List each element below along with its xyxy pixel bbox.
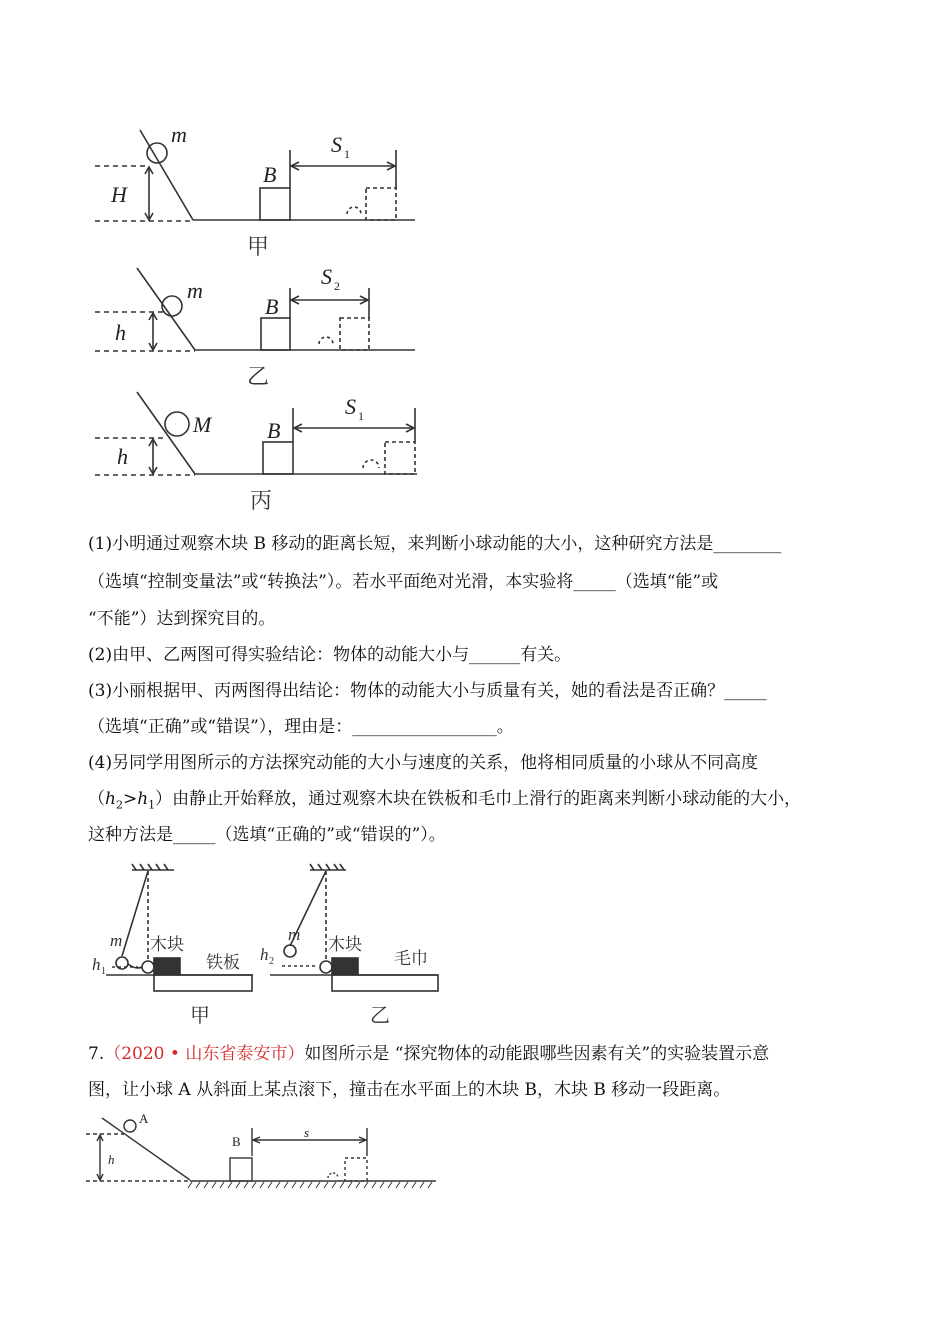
label-h: h bbox=[115, 320, 126, 345]
label-block-right: 木块 bbox=[328, 935, 362, 954]
label-h: h bbox=[108, 1152, 115, 1167]
block-b bbox=[263, 442, 293, 474]
caption-jia-2: 甲 bbox=[190, 1005, 210, 1027]
svg-text:1: 1 bbox=[101, 966, 106, 977]
label-m-right: m bbox=[288, 925, 301, 944]
figure-incline-three-panels bbox=[85, 118, 430, 518]
label-S1: S bbox=[331, 132, 342, 157]
q7-line1: 7.（2020 • 山东省泰安市）如图所示是 “探究物体的动能跟哪些因素有关”的实验装置示意 bbox=[88, 1044, 770, 1064]
label-s: s bbox=[304, 1125, 310, 1140]
label-block-left: 木块 bbox=[150, 935, 184, 954]
svg-text:2: 2 bbox=[269, 956, 274, 967]
panel-bing bbox=[95, 392, 417, 475]
q4-line1: (4)另同学用图所示的方法探究动能的大小与速度的关系，他将相同质量的小球从不同高度 bbox=[88, 753, 759, 773]
panel-jia bbox=[95, 130, 415, 221]
block-b bbox=[260, 188, 290, 220]
q2-line: (2)由甲、乙两图可得实验结论：物体的动能大小与______有关。 bbox=[88, 645, 572, 665]
q4-line3: 这种方法是_____（选填“正确的”或“错误的”）。 bbox=[88, 825, 446, 845]
block-b bbox=[230, 1158, 252, 1181]
label-B: B bbox=[267, 418, 281, 443]
svg-text:2: 2 bbox=[334, 279, 340, 293]
caption-jia: 甲 bbox=[247, 234, 270, 259]
label-b: B bbox=[232, 1134, 241, 1149]
q1-line1: (1)小明通过观察木块 B 移动的距离长短，来判断小球动能的大小，这种研究方法是________ bbox=[88, 534, 782, 554]
ball-big-m bbox=[165, 412, 189, 436]
figure-pendulum bbox=[88, 860, 458, 1030]
label-iron-plate: 铁板 bbox=[206, 953, 240, 972]
label-h: h bbox=[117, 444, 128, 469]
caption-yi: 乙 bbox=[247, 364, 270, 389]
q7-line2: 图，让小球 A 从斜面上某点滚下，撞击在水平面上的木块 B，木块 B 移动一段距离。 bbox=[88, 1080, 731, 1100]
label-H: H bbox=[111, 182, 127, 207]
label-m-left: m bbox=[110, 931, 123, 950]
label-m: m bbox=[171, 122, 187, 147]
label-B: B bbox=[265, 294, 279, 319]
caption-yi-2: 乙 bbox=[370, 1005, 390, 1027]
label-towel: 毛巾 bbox=[394, 949, 428, 968]
q3-line1: (3)小丽根据甲、丙两图得出结论：物体的动能大小与质量有关，她的看法是否正确？_____ bbox=[88, 681, 767, 701]
svg-text:1: 1 bbox=[344, 147, 350, 161]
q1-line3: “不能”）达到探究目的。 bbox=[88, 609, 276, 629]
label-M: M bbox=[193, 412, 212, 437]
q7-source: （2020 • 山东省泰安市） bbox=[104, 1044, 305, 1064]
q4-line2: $(h_2>h_1)$由静止开始释放，通过观察木块在铁板和毛巾上滑行的距离来判断小球动能的大小， bbox=[88, 789, 802, 812]
label-h1: h bbox=[92, 955, 101, 974]
figure-incline-q7 bbox=[84, 1110, 444, 1192]
label-S2: S bbox=[321, 264, 332, 289]
label-a: A bbox=[139, 1111, 149, 1126]
block-b bbox=[261, 318, 290, 350]
caption-bing: 丙 bbox=[250, 488, 273, 513]
q1-line2: （选填“控制变量法”或“转换法”）。若水平面绝对光滑，本实验将_____（选填“能”或 bbox=[88, 572, 719, 592]
label-m: m bbox=[187, 278, 203, 303]
label-h2: h bbox=[260, 945, 269, 964]
ball-a bbox=[124, 1120, 136, 1132]
label-S1: S bbox=[345, 394, 356, 419]
svg-text:1: 1 bbox=[358, 409, 364, 423]
q3-line2: （选填“正确”或“错误”），理由是：_________________。 bbox=[88, 717, 514, 737]
panel-yi bbox=[95, 268, 415, 351]
ball-m bbox=[162, 296, 182, 316]
label-B: B bbox=[263, 162, 277, 187]
